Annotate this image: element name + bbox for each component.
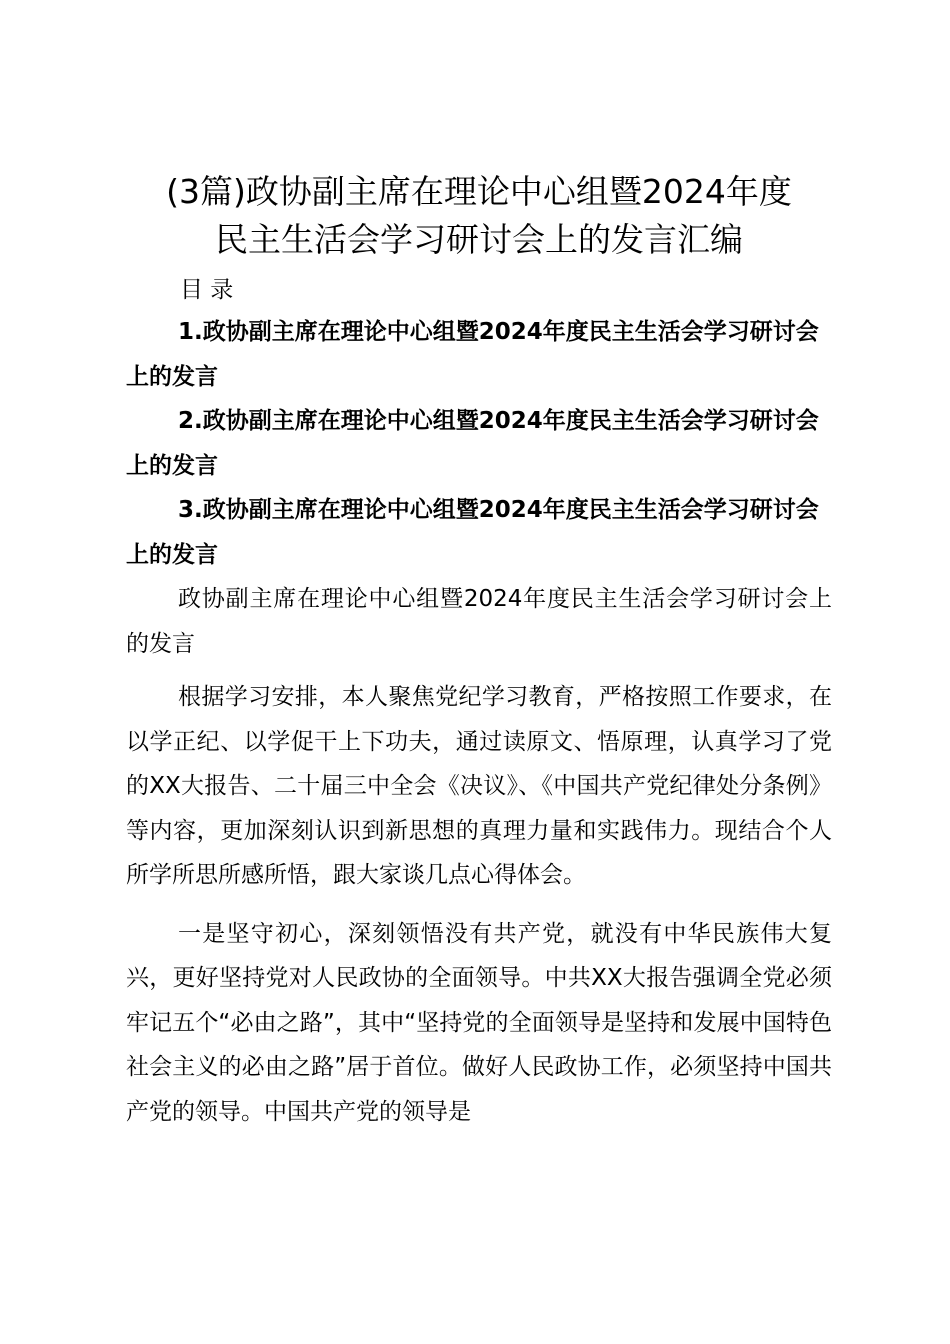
document-title (126, 168, 832, 264)
toc-heading: 目 录 (180, 277, 234, 303)
toc-item[interactable]: 2.政协副主席在理论中心组暨2024年度民主生活会学习研讨会上的发言 (126, 408, 819, 479)
body-paragraph: 根据学习安排，本人聚焦党纪学习教育，严格按照工作要求，在以学正纪、以学促干上下功夫，通过读原文、悟原理，认真学习了党的XX大报告、二十届三中全会《决议》、《中国共产党纪律处分条例》等内容，更加深刻认识到新思想的真理力量和实践伟力。现结合个人所学所思所感所悟，跟大家谈几点心得体会。 (126, 684, 832, 888)
table-of-contents (126, 310, 832, 577)
title-line-2: 民主生活会学习研讨会上的发言汇编 (215, 220, 743, 259)
title-line-1: (3篇)政协副主席在理论中心组暨2024年度 (166, 172, 792, 211)
toc-item[interactable]: 3.政协副主席在理论中心组暨2024年度民主生活会学习研讨会上的发言 (126, 497, 819, 568)
section-title: 政协副主席在理论中心组暨2024年度民主生活会学习研讨会上的发言 (126, 586, 832, 657)
document-page (126, 168, 832, 1134)
toc-item[interactable]: 1.政协副主席在理论中心组暨2024年度民主生活会学习研讨会上的发言 (126, 319, 819, 390)
body-paragraph: 一是坚守初心，深刻领悟没有共产党，就没有中华民族伟大复兴，更好坚持党对人民政协的全面领导。中共XX大报告强调全党必须牢记五个“必由之路”，其中“坚持党的全面领导是坚持和发展中国特色社会主义的必由之路”居于首位。做好人民政协工作，必须坚持中国共产党的领导。中国共产党的领导是 (126, 920, 832, 1125)
